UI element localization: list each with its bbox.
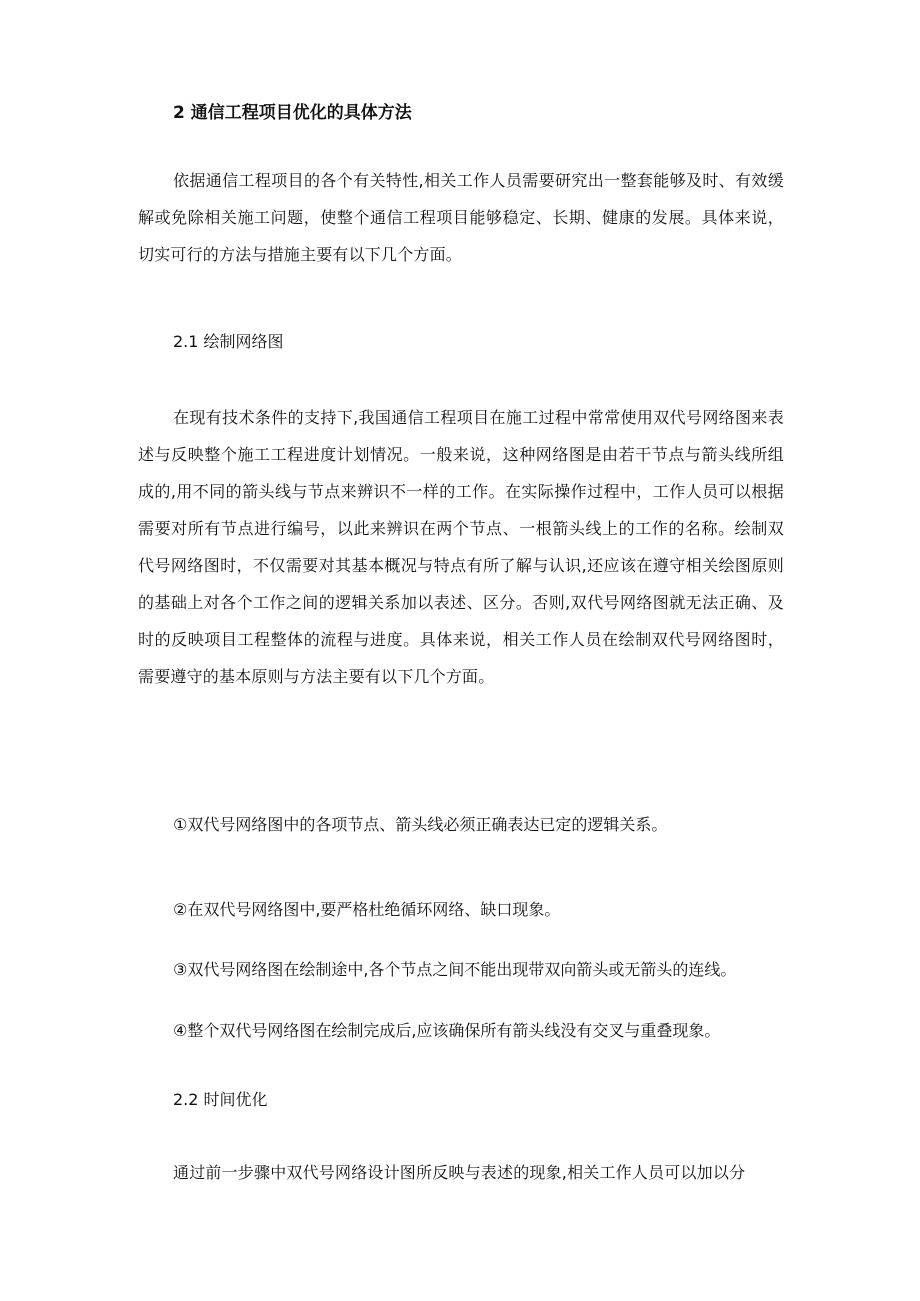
principle-item-3: ③双代号网络图在绘制途中,各个节点之间不能出现带双向箭头或无箭头的连线。 — [173, 960, 737, 979]
section-heading: 2 通信工程项目优化的具体方法 — [173, 103, 412, 123]
intro-paragraph: 依据通信工程项目的各个有关特性,相关工作人员需要研究出一整套能够及时、有效缓解或免除相关施工问题，使整个通信工程项目能够稳定、长期、健康的发展。具体来说，切实可行的方法与措施主要有以下几个方面。 — [138, 171, 784, 264]
principle-item-2: ②在双代号网络图中,要严格杜绝循环网络、缺口现象。 — [173, 900, 561, 919]
subsection-2-2-paragraph: 通过前一步骤中双代号网络设计图所反映与表述的现象,相关工作人员可以加以分 — [173, 1163, 746, 1182]
subsection-heading-2-1: 2.1 绘制网络图 — [173, 332, 284, 351]
subsection-heading-2-2: 2.2 时间优化 — [173, 1090, 268, 1109]
principle-item-1: ①双代号网络图中的各项节点、箭头线必须正确表达已定的逻辑关系。 — [173, 815, 668, 834]
principle-item-4: ④整个双代号网络图在绘制完成后,应该确保所有箭头线没有交叉与重叠现象。 — [173, 1021, 721, 1040]
subsection-2-1-paragraph: 在现有技术条件的支持下,我国通信工程项目在施工过程中常常使用双代号网络图来表述与反映整个施工工程进度计划情况。一般来说，这种网络图是由若干节点与箭头线所组成的,用不同的箭头线与节点来辨识不一样的工作。在实际操作过程中，工作人员可以根据需要对所有节点进行编号，以此来辨识在两个节点、一根箭头线上的工作的名称。绘制双代号网络图时，不仅需要对其基本概况与特点有所了解与认识,还应该在遵守相关绘图原则的基础上对各个工作之间的逻辑关系加以表述、区分。否则,双代号网络图就无法正确、及时的反映项目工程整体的流程与进度。具体来说，相关工作人员在绘制双代号网络图时，需要遵守的基本原则与方法主要有以下几个方面。 — [138, 408, 784, 686]
